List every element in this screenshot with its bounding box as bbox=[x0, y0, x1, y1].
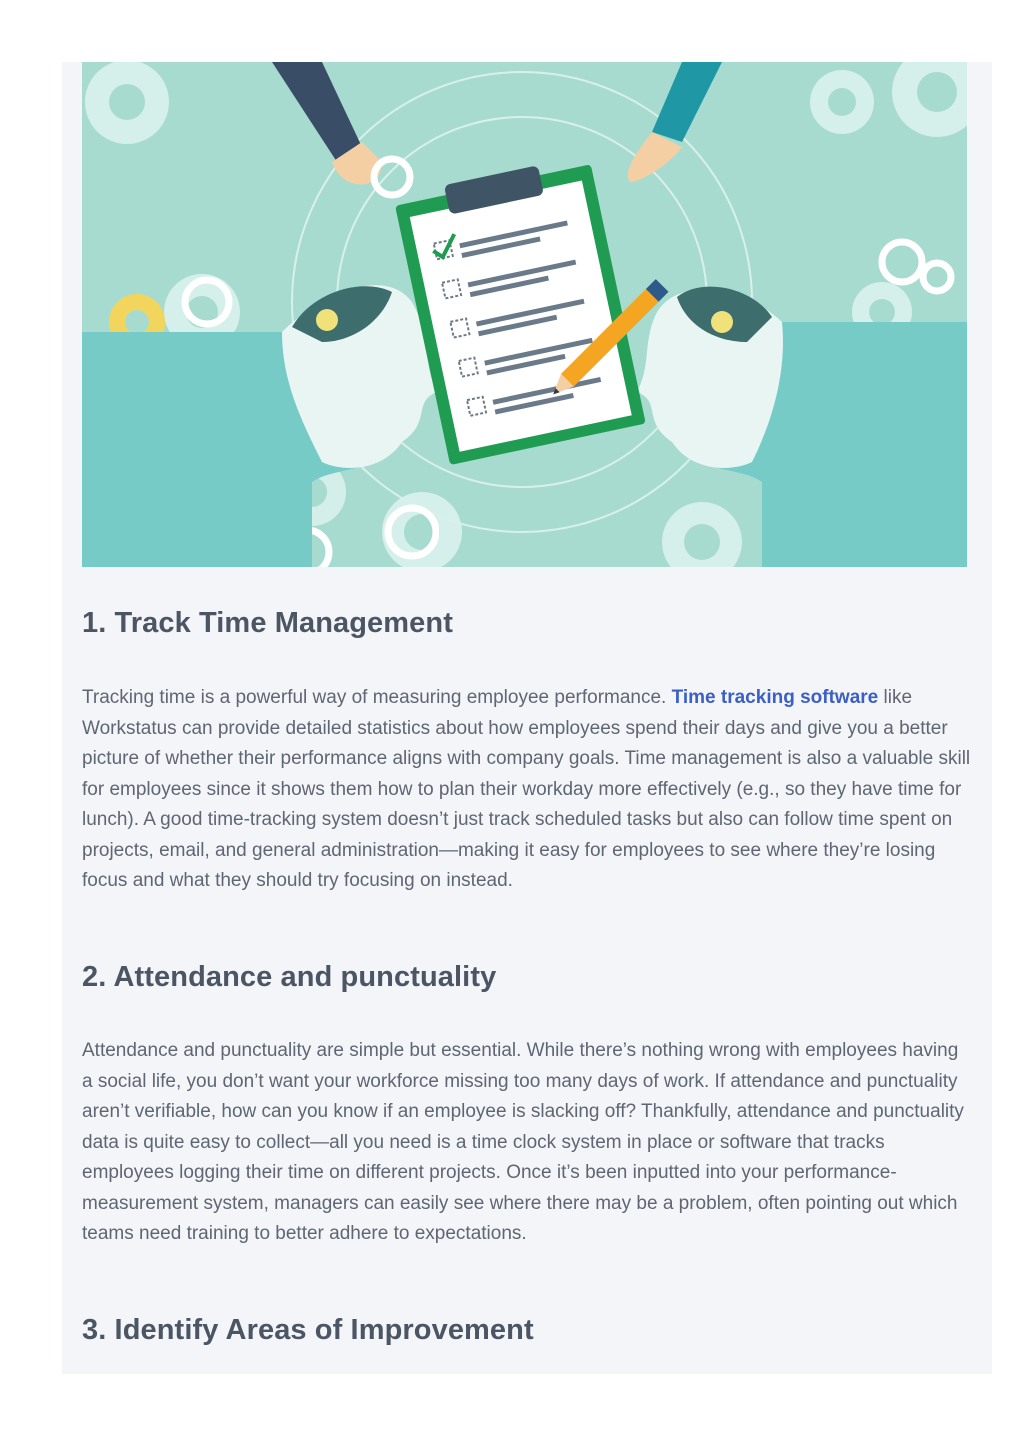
article-card bbox=[62, 62, 992, 1374]
section-3-heading: 3. Identify Areas of Improvement bbox=[82, 1314, 534, 1346]
section-1-paragraph bbox=[82, 683, 972, 897]
time-tracking-software-link[interactable]: Time tracking software bbox=[671, 687, 879, 708]
section-1-text-start: Tracking time is a powerful way of measuring employee performance. bbox=[82, 687, 672, 708]
section-1-text-end: like Workstatus can provide detailed statistics about how employees spend their days and give you a better picture of whether their performance aligns with company goals. Time management is also a valuable skill for employees since it shows them how to plan their workday more effectively (e.g., so they have time for lunch). A good time-tracking system doesn’t just track scheduled tasks but also can follow time spent on projects, email, and general administration—making it easy for employees to see where they’re losing focus and what they should try focusing on instead. bbox=[82, 687, 971, 891]
hero-illustration bbox=[82, 62, 967, 567]
section-2-paragraph: Attendance and punctuality are simple but essential. While there’s nothing wrong with employees having a social life, you don’t want your workforce missing too many days of work. If attendance and punctuality aren’t verifiable, how can you know if an employee is slacking off? Thankfully, attendance and punctuality data is quite easy to collect—all you need is a time clock system in place or software that tracks employees logging their time on different projects. Once it’s been inputted into your performance-measurement system, managers can easily see where there may be a problem, often pointing out which teams need training to better adhere to expectations. bbox=[82, 1040, 964, 1244]
section-2-heading: 2. Attendance and punctuality bbox=[82, 961, 497, 993]
section-1-heading: 1. Track Time Management bbox=[82, 607, 453, 639]
hero-illustration-svg bbox=[82, 62, 967, 567]
